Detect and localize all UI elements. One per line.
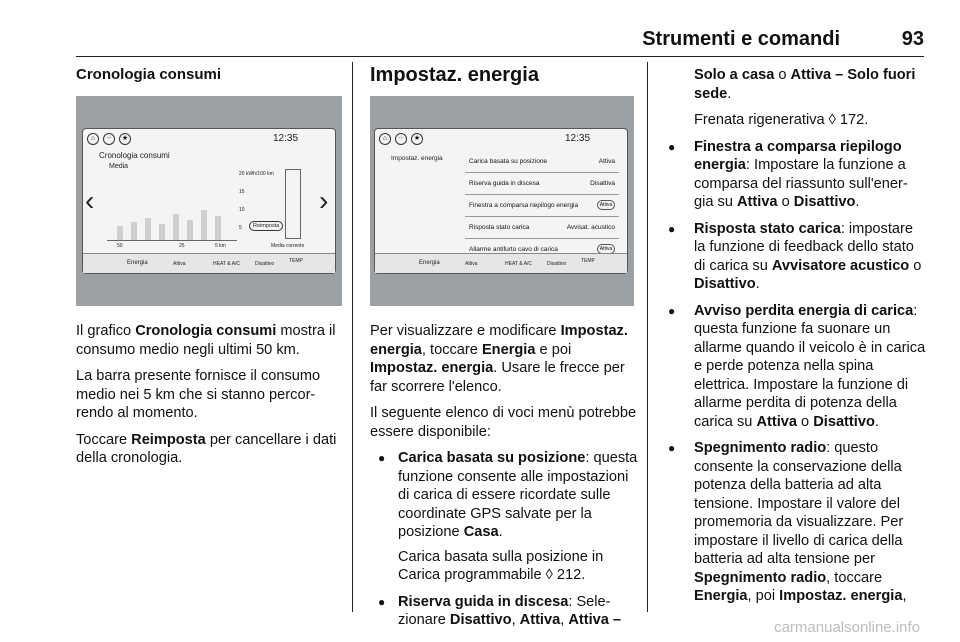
screen-bottom-bar (375, 253, 627, 273)
apps-icon: ⁘ (395, 133, 407, 145)
bar-item: Disattivo (547, 261, 567, 267)
page-header-title: Strumenti e comandi (642, 28, 840, 50)
bold-text: Solo a casa (694, 67, 775, 83)
paragraph (76, 431, 346, 468)
impostaz-screen-display (374, 128, 628, 274)
prev-arrow-icon: ‹ (85, 185, 95, 216)
list-item (666, 439, 926, 606)
bold-text: Impostaz. energia (370, 360, 494, 376)
y-label: 5 (239, 225, 242, 231)
text: Per visualizzare e modificare (370, 323, 561, 339)
chart-bar (215, 216, 221, 240)
bar-item: TEMP (289, 258, 303, 264)
row-toggle[interactable]: Attiva (597, 200, 615, 210)
bold-text: Disattivo (813, 413, 875, 430)
cronologia-screen-display (82, 128, 336, 274)
column-1 (76, 66, 342, 85)
y-label: 20 kWh/100 km (239, 171, 274, 177)
y-label: 10 (239, 207, 245, 213)
column-divider-2 (647, 62, 648, 612)
text: . Usare le frecce per far scorrere l'elenco. (370, 360, 625, 395)
settings-row[interactable] (465, 173, 619, 195)
energy-tab[interactable]: Energia (127, 260, 148, 266)
text: : questa funzione fa suonare un allarme quando il veicolo è in carica e perde potenza nella spina elettrica. Impostare la funzione di allarme perdita di potenza della carica su (694, 302, 926, 430)
text: . (855, 194, 860, 210)
bold-text: Avviso perdita energia di carica (694, 302, 914, 319)
bold-text: Impostaz. energia (779, 588, 903, 604)
y-label: 15 (239, 189, 245, 195)
paragraph: Il seguente elenco di voci menù potrebbe essere disponibile: (370, 405, 637, 440)
x-label: 25 (179, 243, 185, 249)
bold-text: Spegnimento radio (694, 440, 827, 456)
page-number: 93 (901, 28, 924, 50)
chart-bar (173, 214, 179, 240)
text: : questa funzione consente alle impostazioni di carica di essere ricordate sulle coordinate GPS salvate per la posizione (398, 450, 638, 540)
settings-row[interactable] (465, 217, 619, 239)
bold-text: Carica basata su posizione (398, 450, 586, 466)
row-label: Risposta stato carica (469, 224, 530, 231)
column-2-text (370, 322, 638, 638)
text: Toccare (76, 431, 132, 448)
row-label: Riserva guida in discesa (469, 180, 540, 187)
watermark: carmanualsonline.info (774, 619, 920, 636)
cross-reference[interactable]: Frenata rigenerativa ◊ 172. (694, 112, 869, 128)
bold-text: Avvisatore acustico (771, 257, 910, 274)
chart-legend: Media (109, 163, 129, 170)
list-item (376, 449, 638, 585)
bold-text: Risposta stato carica (694, 220, 841, 237)
next-arrow-icon: › (319, 185, 329, 216)
text: o (797, 413, 814, 430)
x-label: 5 km (215, 243, 226, 249)
row-toggle[interactable]: Attiva (597, 244, 615, 254)
sub-paragraph: Carica basata sulla posizione in Carica programmabile ◊ 212. (398, 548, 604, 583)
paragraph (76, 322, 346, 359)
chart-bar (187, 220, 193, 240)
bold-text: Attiva – Solo fuori sede (694, 67, 916, 102)
screen-time: 12:35 (565, 133, 591, 144)
bold-text: Attiva (756, 413, 797, 430)
list-item (666, 220, 926, 294)
option-list-continued (666, 138, 926, 606)
text: , (902, 588, 907, 604)
continuation-paragraph (666, 66, 926, 103)
text: . (498, 524, 503, 540)
chart-bar (201, 210, 207, 240)
column-3 (666, 66, 926, 614)
text: . (727, 85, 732, 102)
column-1-text (76, 322, 346, 476)
chart-bar (131, 222, 137, 240)
bold-text: Cronologia consumi (135, 323, 277, 339)
screen-bottom-bar (83, 253, 335, 273)
chart-area (107, 171, 237, 241)
bold-text: Spegnimento radio (694, 569, 827, 586)
bold-text: Attiva (519, 612, 561, 628)
text: : Sele-zionare (398, 593, 611, 628)
header-rule (76, 56, 924, 57)
text: per cancellare i dati della cronologia. (76, 431, 337, 466)
bar-item: Attiva (173, 261, 186, 267)
bar-item: HEAT & A/C (505, 261, 533, 267)
text: o (777, 194, 794, 210)
energy-tab[interactable]: Energia (419, 260, 440, 266)
text: : questo consente la conservazione della potenza della batteria ad alta tensione. Impostare il valore del promemoria da visualizzare. Per impostare il livello di carica della batteria ad alta tensione per (694, 440, 904, 567)
chart-bar (145, 218, 151, 240)
text: , toccare (826, 569, 883, 586)
paragraph (370, 322, 638, 396)
row-value: Attiva (598, 158, 615, 165)
screen-title: Cronologia consumi (99, 151, 170, 160)
bold-text: Disattivo (449, 612, 512, 628)
bold-text: Reimposta (131, 431, 206, 448)
bold-text: Casa (463, 524, 499, 540)
bold-text: Attiva (737, 194, 778, 210)
screen-title: Impostaz. energia (391, 155, 443, 162)
settings-row[interactable] (465, 151, 619, 173)
bar-item: TEMP (581, 258, 595, 264)
bold-text: Energia (481, 341, 536, 358)
text: Il grafico (76, 323, 136, 339)
text: e poi (535, 341, 572, 358)
text: . (874, 413, 879, 430)
text: mostra il consumo medio negli ultimi 50 km. (76, 323, 336, 358)
row-value: Disattiva (590, 180, 615, 187)
bold-text: Riserva guida in discesa (398, 593, 569, 610)
section-heading-cronologia: Cronologia consumi (76, 66, 222, 83)
x-label: 50 (117, 243, 123, 249)
bar-item: HEAT & A/C (213, 261, 241, 267)
column-2 (370, 66, 640, 85)
list-item (376, 593, 638, 630)
home-icon: ⌂ (379, 133, 391, 145)
list-item (666, 138, 926, 212)
current-bar-box (285, 169, 301, 239)
bold-text: Impostaz. energia (370, 323, 628, 358)
row-label: Finestra a comparsa riepilogo energia (469, 202, 579, 209)
current-average-label: Media corrente (271, 243, 305, 249)
settings-row[interactable] (465, 195, 619, 217)
text: : impostare la funzione di feedback dello stato di carica su (694, 220, 914, 274)
impostaz-screen-image (370, 96, 634, 306)
text: o (909, 257, 922, 274)
paragraph: La barra presente fornisce il consumo medio nei 5 km che si stanno percor-rendo al momento. (76, 368, 321, 421)
row-label: Carica basata su posizione (469, 158, 548, 165)
favorites-icon: ★ (411, 133, 423, 145)
text: : Impostare la funzione a comparsa del riassunto sull'ener-gia su (694, 157, 908, 210)
column-divider-1 (352, 62, 353, 612)
text: , poi (747, 588, 780, 604)
bold-text: Energia (694, 588, 748, 604)
bold-text: Disattivo (793, 194, 856, 210)
home-icon: ⌂ (87, 133, 99, 145)
text: , (511, 612, 520, 628)
bar-item: Attiva (465, 261, 478, 267)
bold-text: Disattivo (694, 276, 756, 292)
bold-text: Attiva – (568, 612, 622, 628)
option-list (370, 449, 638, 630)
chart-bar (117, 226, 123, 240)
favorites-icon: ★ (119, 133, 131, 145)
row-value: Avvisat. acustico (566, 224, 615, 231)
text: , toccare (421, 341, 482, 358)
row-label: Allarme antifurto cavo di carica (469, 246, 558, 253)
list-item (666, 302, 926, 432)
bar-item: Disattivo (255, 261, 275, 267)
text: , (560, 612, 569, 628)
text: . (755, 276, 760, 292)
screen-time: 12:35 (273, 133, 299, 144)
bold-text: Finestra a comparsa riepilogo energia (694, 138, 902, 173)
section-heading-impostaz: Impostaz. energia (370, 64, 539, 86)
cronologia-screen-image (76, 96, 342, 306)
chart-bar (159, 224, 165, 240)
reset-button[interactable]: Reimposta (249, 221, 283, 231)
text: o (774, 67, 791, 83)
apps-icon: ⁘ (103, 133, 115, 145)
